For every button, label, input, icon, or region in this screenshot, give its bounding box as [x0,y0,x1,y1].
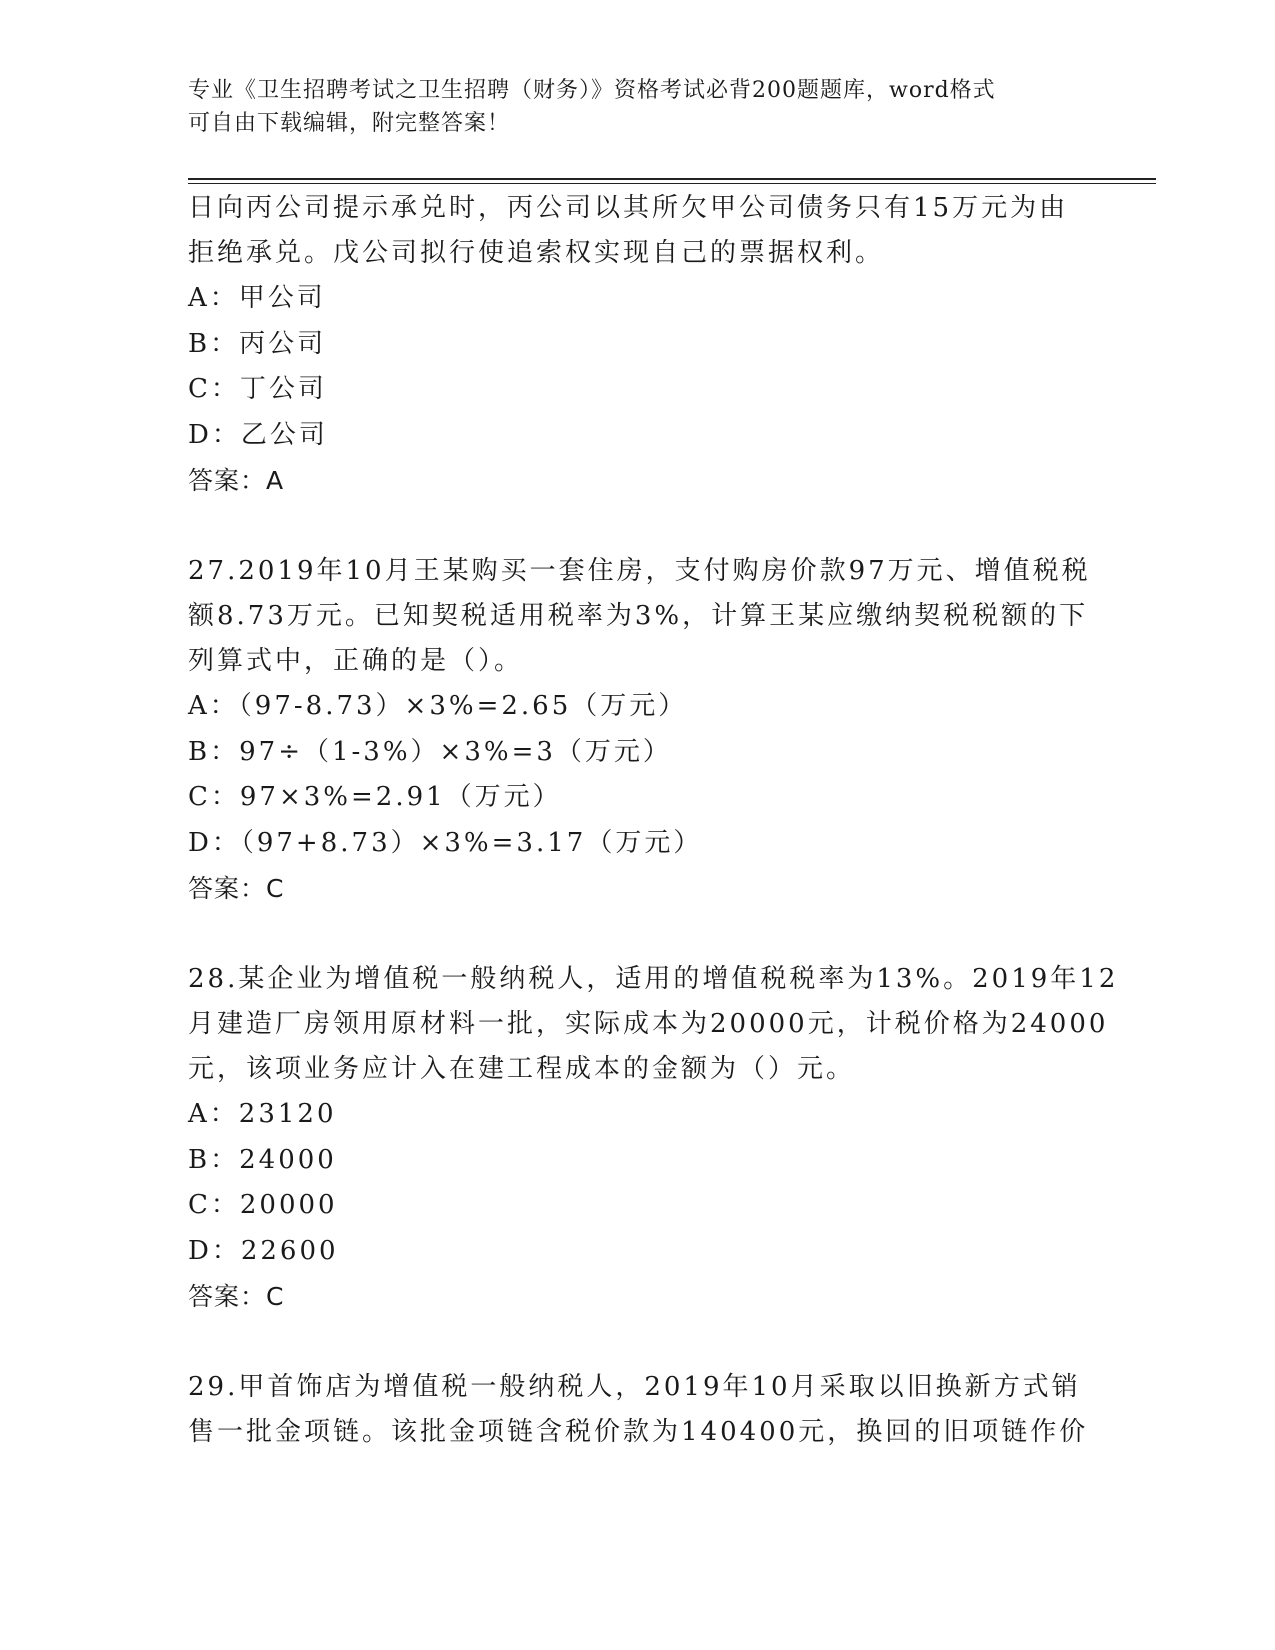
question-28 [188,957,1119,1319]
question-text-line: 元，该项业务应计入在建工程成本的金额为（）元。 [188,1054,856,1084]
question-text-line: 27.2019年10月王某购买一套住房，支付购房价款97万元、增值税税 [188,556,1091,586]
header-divider-thick [188,178,1156,180]
header-line-2: 可自由下载编辑，附完整答案！ [188,111,511,136]
question-text-line: 拒绝承兑。戊公司拟行使追索权实现自己的票据权利。 [188,238,885,268]
document-header [188,74,1068,140]
question-text-line: 售一批金项链。该批金项链含税价款为140400元，换回的旧项链作价 [188,1417,1089,1447]
answer: 答案：C [188,874,285,903]
option-d: D：乙公司 [188,419,328,450]
question-text-line: 28.某企业为增值税一般纳税人，适用的增值税税率为13%。2019年12 [188,964,1119,994]
option-c: C：97×3%=2.91（万元） [188,782,562,812]
option-c: C：20000 [188,1190,338,1220]
option-c: C：丁公司 [188,374,327,404]
header-divider-thin [188,183,1156,184]
option-d: D：（97+8.73）×3%=3.17（万元） [188,827,703,858]
option-b: B：丙公司 [188,328,327,359]
question-29 [188,1365,1108,1455]
question-text-line: 29.甲首饰店为增值税一般纳税人，2019年10月采取以旧换新方式销 [188,1372,1081,1402]
option-b: B：97÷（1-3%）×3%=3（万元） [188,736,672,767]
answer: 答案：A [188,466,285,495]
question-27 [188,549,1108,911]
option-a: A：（97-8.73）×3%=2.65（万元） [188,691,688,721]
question-text-line: 日向丙公司提示承兑时，丙公司以其所欠甲公司债务只有15万元为由 [188,193,1069,223]
document-body [188,186,1119,1455]
header-line-1: 专业《卫生招聘考试之卫生招聘（财务）》资格考试必背200题题库，word格式 [188,78,996,103]
answer: 答案：C [188,1282,285,1311]
question-26 [188,186,1108,503]
option-b: B：24000 [188,1144,337,1175]
question-text-line: 列算式中，正确的是（）。 [188,646,524,676]
option-a: A：23120 [188,1099,337,1129]
question-text-line: 额8.73万元。已知契税适用税率为3%，计算王某应缴纳契税税额的下 [188,601,1089,631]
option-d: D：22600 [188,1235,339,1266]
question-text-line: 月建造厂房领用原材料一批，实际成本为20000元，计税价格为24000 [188,1009,1109,1039]
option-a: A：甲公司 [188,283,326,313]
